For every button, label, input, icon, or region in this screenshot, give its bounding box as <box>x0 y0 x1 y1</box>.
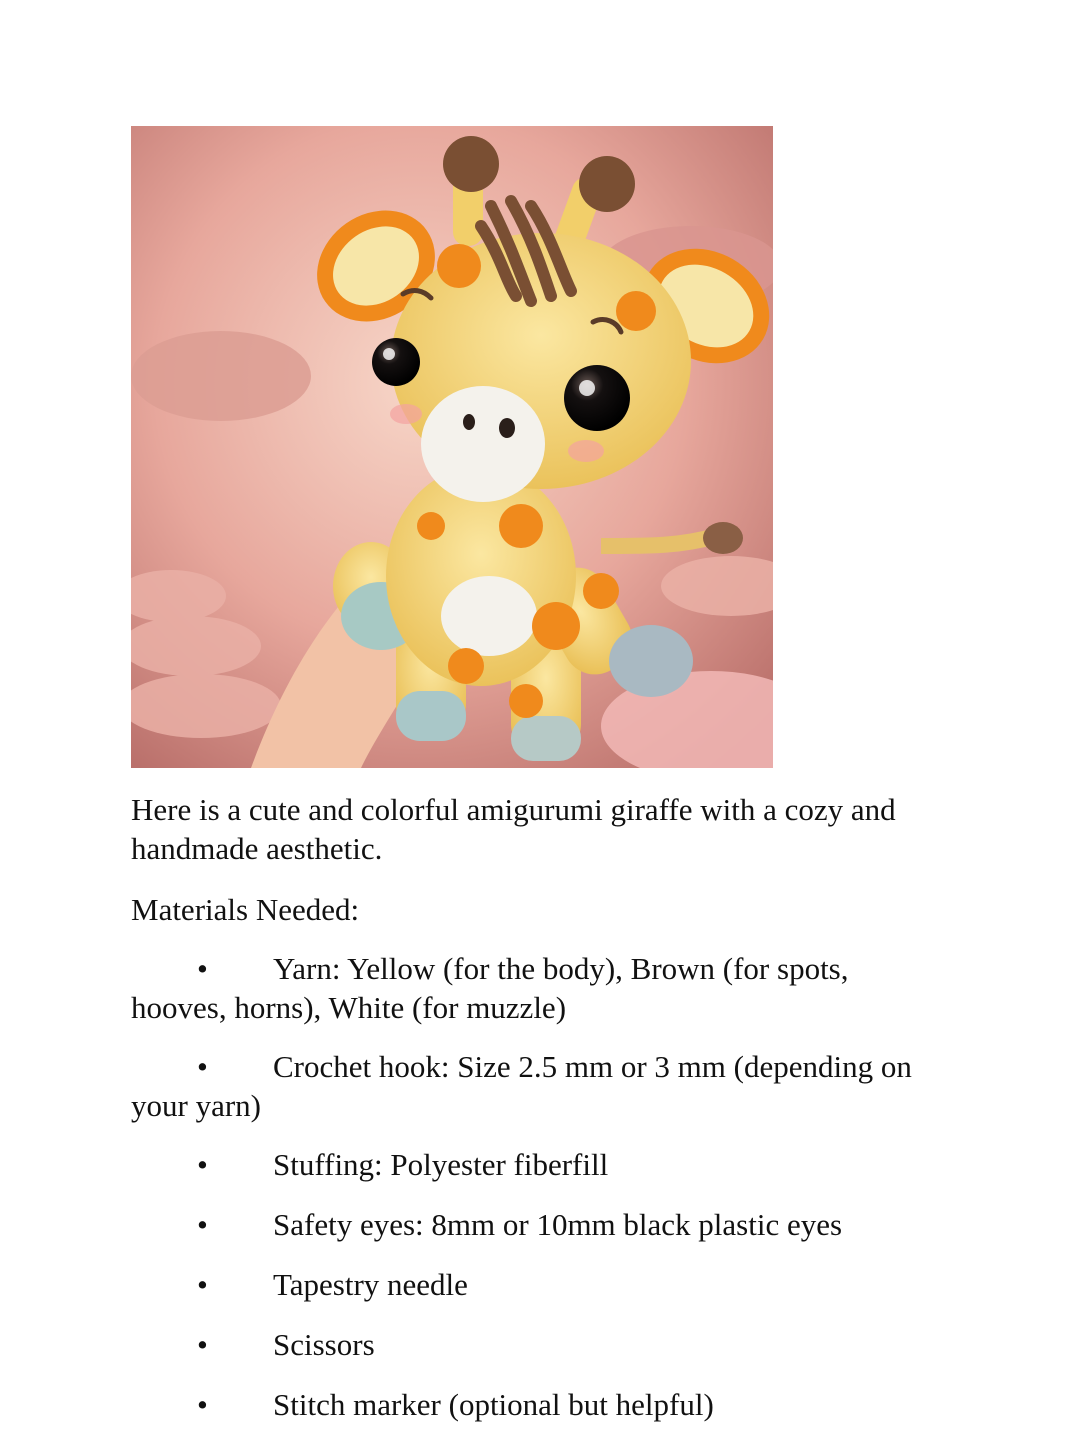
giraffe-amigurumi-photo <box>131 126 773 768</box>
intro-paragraph: Here is a cute and colorful amigurumi giraffe with a cozy and handmade aesthetic. <box>131 792 896 866</box>
eye-right <box>564 365 630 431</box>
list-item-text: Stitch marker (optional but helpful) <box>273 1387 714 1422</box>
bullet: • <box>197 1147 208 1182</box>
bullet: • <box>197 1207 208 1242</box>
list-item-text: Stuffing: Polyester fiberfill <box>273 1147 609 1182</box>
list-item <box>131 1205 951 1244</box>
list-item <box>131 1145 951 1184</box>
horn-left <box>443 136 499 192</box>
bullet: • <box>197 1387 208 1422</box>
muzzle <box>421 386 545 502</box>
bullet: • <box>197 1049 208 1084</box>
list-item-text: Crochet hook: Size 2.5 mm or 3 mm (depending on your yarn) <box>131 1049 912 1123</box>
materials-heading: Materials Needed: <box>131 892 360 927</box>
bullet: • <box>197 951 208 986</box>
list-item-text: Yarn: Yellow (for the body), Brown (for spots, hooves, horns), White (for muzzle) <box>131 951 849 1025</box>
eye-left <box>372 338 420 386</box>
list-item-text: Tapestry needle <box>273 1267 468 1302</box>
list-item-text: Scissors <box>273 1327 375 1362</box>
list-item-text: Safety eyes: 8mm or 10mm black plastic eyes <box>273 1207 843 1242</box>
list-item <box>131 949 951 1027</box>
list-item <box>131 1265 951 1304</box>
bullet: • <box>197 1267 208 1302</box>
list-item <box>131 1385 951 1424</box>
horn-right <box>579 156 635 212</box>
list-item <box>131 1047 951 1125</box>
bullet: • <box>197 1327 208 1362</box>
giraffe-illustration <box>131 126 773 768</box>
list-item <box>131 1325 951 1364</box>
